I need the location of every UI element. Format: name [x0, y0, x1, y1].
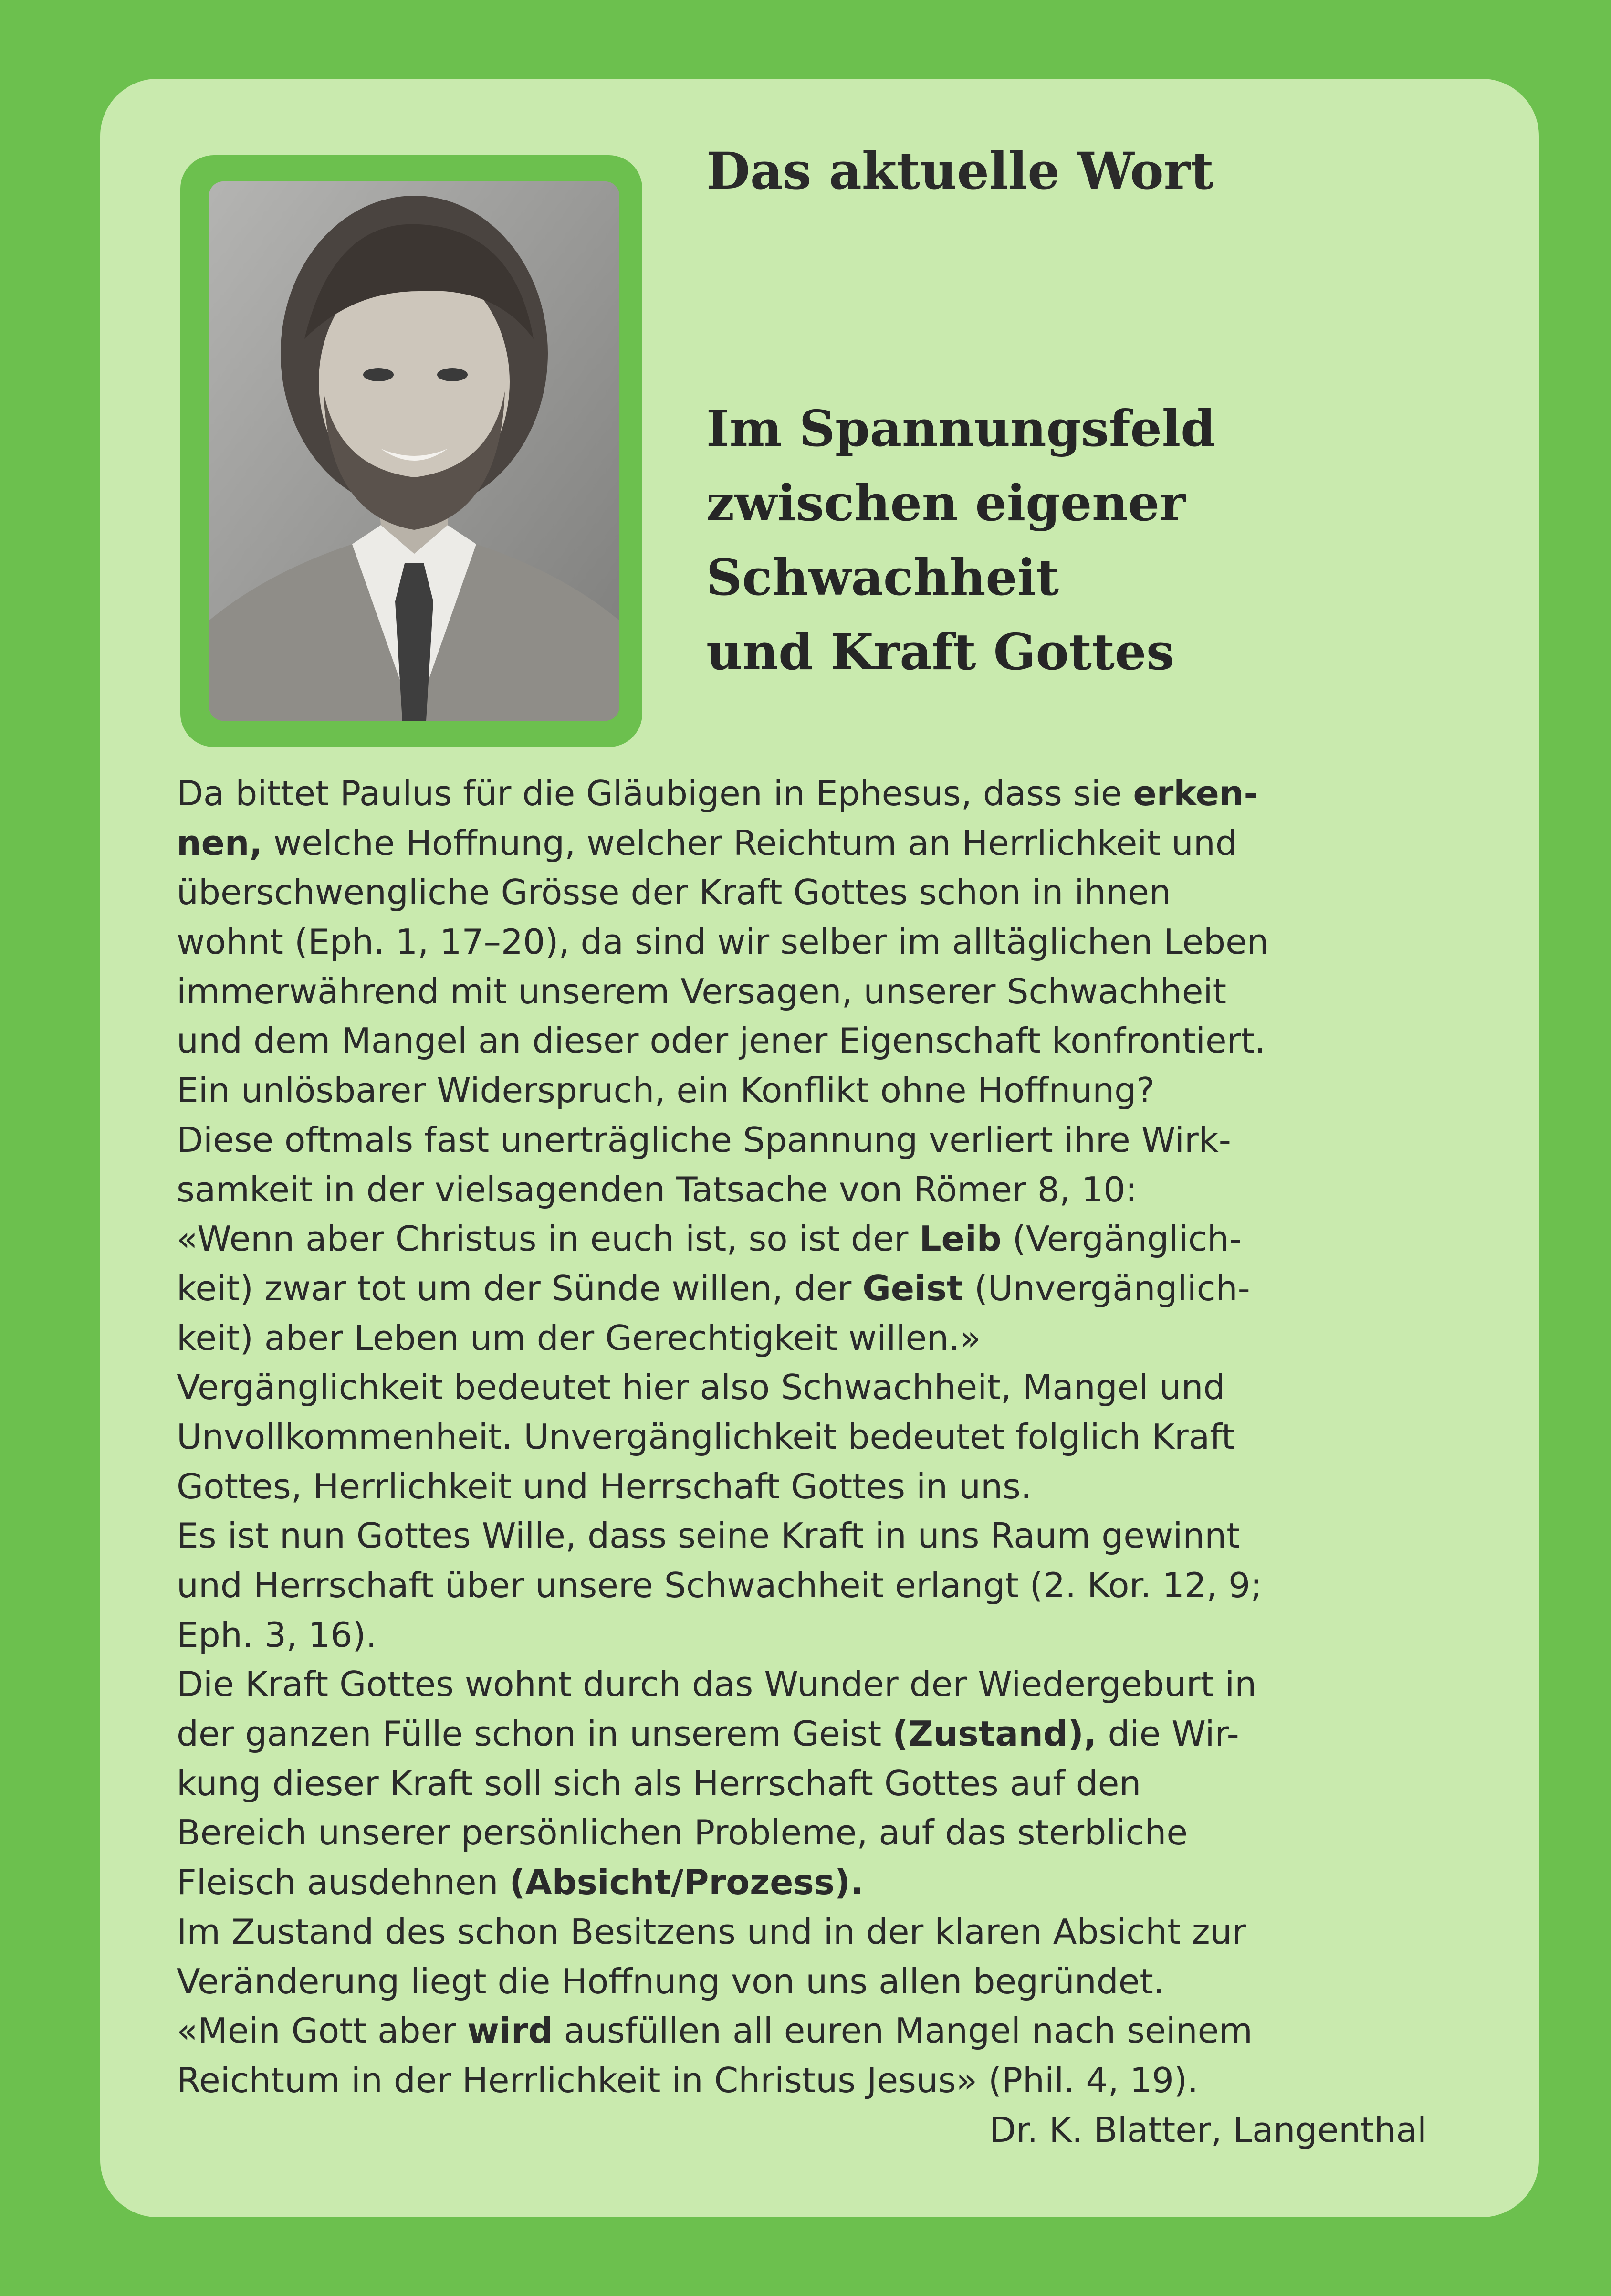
- text-run: und Herrschaft über unsere Schwachheit erlangt (2. Kor. 12, 9;: [177, 1566, 1262, 1606]
- bold-text: Geist: [862, 1268, 963, 1309]
- text-run: Diese oftmals fast unerträgliche Spannung verliert ihre Wirk-: [177, 1120, 1231, 1160]
- body-line: [177, 1017, 1455, 1066]
- text-run: Reichtum in der Herrlichkeit in Christus Jesus» (Phil. 4, 19).: [177, 2060, 1199, 2101]
- text-run: kung dieser Kraft soll sich als Herrschaft Gottes auf den: [177, 1763, 1141, 1804]
- author-signature: Dr. K. Blatter, Langenthal: [989, 2110, 1427, 2150]
- body-line: [177, 1066, 1455, 1116]
- text-run: und dem Mangel an dieser oder jener Eigenschaft konfrontiert.: [177, 1021, 1266, 1062]
- body-line: [177, 1759, 1455, 1809]
- bold-text: (Zustand),: [892, 1714, 1097, 1755]
- text-run: Veränderung liegt die Hoffnung von uns allen begründet.: [177, 1961, 1164, 2002]
- body-line: [177, 2056, 1455, 2106]
- body-line: [177, 868, 1455, 918]
- text-run: «Wenn aber Christus in euch ist, so ist der: [177, 1219, 920, 1260]
- text-run: (Vergänglich-: [1001, 1219, 1242, 1260]
- title-line: Im Spannungsfeld: [706, 399, 1215, 458]
- author-portrait-photo: [209, 181, 619, 721]
- text-run: keit) aber Leben um der Gerechtigkeit willen.»: [177, 1318, 981, 1359]
- text-run: der ganzen Fülle schon in unserem Geist: [177, 1714, 893, 1755]
- body-line: [177, 1166, 1455, 1215]
- bold-text: wird: [467, 2011, 553, 2052]
- title-line: und Kraft Gottes: [706, 622, 1174, 681]
- text-run: Da bittet Paulus für die Gläubigen in Ephesus, dass sie: [177, 774, 1133, 814]
- text-run: wohnt (Eph. 1, 17–20), da sind wir selber im alltäglichen Leben: [177, 922, 1269, 963]
- text-run: (Unvergänglich-: [963, 1268, 1250, 1309]
- body-line: [177, 1215, 1455, 1264]
- bold-text: erken-: [1133, 774, 1258, 814]
- text-run: Die Kraft Gottes wohnt durch das Wunder der Wiedergeburt in: [177, 1664, 1257, 1705]
- body-lines: [177, 769, 1455, 2106]
- bold-text: (Absicht/Prozess).: [509, 1863, 864, 1903]
- body-line: [177, 1710, 1455, 1759]
- body-line: [177, 1858, 1455, 1908]
- body-line: [177, 1611, 1455, 1661]
- text-run: keit) zwar tot um der Sünde willen, der: [177, 1268, 863, 1309]
- portrait-icon: [209, 181, 619, 721]
- bold-text: nen,: [177, 823, 262, 864]
- body-line: [177, 1958, 1455, 2007]
- bold-text: Leib: [919, 1219, 1002, 1260]
- text-run: ausfüllen all euren Mangel nach seinem: [553, 2011, 1253, 2052]
- section-header: Das aktuelle Wort: [706, 141, 1214, 200]
- article-title: [706, 391, 1470, 689]
- text-run: die Wir-: [1097, 1714, 1239, 1755]
- body-line: [177, 1908, 1455, 1958]
- body-line: [177, 1809, 1455, 1858]
- text-run: überschwengliche Grösse der Kraft Gottes schon in ihnen: [177, 873, 1171, 913]
- body-line: [177, 1264, 1455, 1314]
- text-run: Vergänglichkeit bedeutet hier also Schwachheit, Mangel und: [177, 1368, 1225, 1408]
- article-body: [177, 769, 1455, 2155]
- body-line: [177, 968, 1455, 1017]
- body-line: [177, 1561, 1455, 1611]
- body-line: [177, 819, 1455, 869]
- body-line: [177, 769, 1455, 819]
- body-line: [177, 1463, 1455, 1512]
- text-run: Im Zustand des schon Besitzens und in der klaren Absicht zur: [177, 1912, 1246, 1952]
- text-run: Unvollkommenheit. Unvergänglichkeit bedeutet folglich Kraft: [177, 1417, 1235, 1457]
- body-line: [177, 918, 1455, 968]
- body-line: [177, 1363, 1455, 1413]
- text-run: samkeit in der vielsagenden Tatsache von Römer 8, 10:: [177, 1169, 1137, 1210]
- body-line: [177, 1314, 1455, 1364]
- text-run: «Mein Gott aber: [177, 2011, 467, 2052]
- text-run: Fleisch ausdehnen: [177, 1863, 510, 1903]
- text-run: immerwährend mit unserem Versagen, unserer Schwachheit: [177, 971, 1226, 1012]
- title-line: zwischen eigener: [706, 474, 1186, 532]
- text-run: Ein unlösbarer Widerspruch, ein Konflikt ohne Hoffnung?: [177, 1071, 1155, 1111]
- text-run: Bereich unserer persönlichen Probleme, auf das sterbliche: [177, 1813, 1188, 1854]
- body-line: [177, 1660, 1455, 1710]
- body-line: [177, 2007, 1455, 2056]
- title-line: Schwachheit: [706, 548, 1059, 607]
- text-run: welche Hoffnung, welcher Reichtum an Herrlichkeit und: [262, 823, 1237, 864]
- text-run: Eph. 3, 16).: [177, 1615, 377, 1655]
- text-run: Es ist nun Gottes Wille, dass seine Kraft in uns Raum gewinnt: [177, 1516, 1240, 1557]
- text-run: Gottes, Herrlichkeit und Herrschaft Gottes in uns.: [177, 1466, 1032, 1507]
- body-line: [177, 1512, 1455, 1561]
- body-line: [177, 1413, 1455, 1463]
- body-line: [177, 1116, 1455, 1166]
